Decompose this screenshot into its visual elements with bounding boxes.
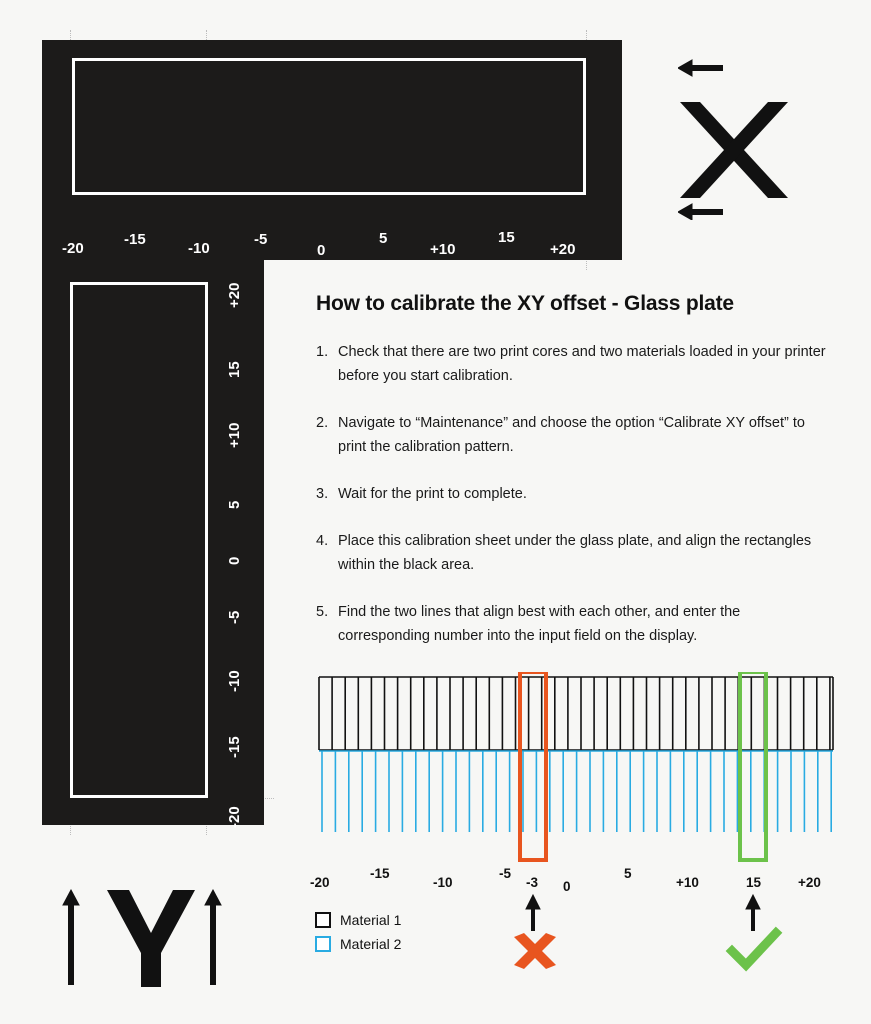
cross-icon-bad <box>514 933 556 969</box>
comb-tick: -10 <box>433 875 453 890</box>
x-tick: 15 <box>498 229 515 246</box>
step-text: Navigate to “Maintenance” and choose the option “Calibrate XY offset” to print the calibration pattern. <box>338 415 805 455</box>
legend-label: Material 2 <box>340 936 402 952</box>
comb-tick: +10 <box>676 875 699 890</box>
alignment-rectangle-horizontal <box>72 58 586 195</box>
x-axis-marker <box>678 50 808 220</box>
step-number: 4. <box>316 533 329 549</box>
x-tick: -15 <box>124 231 146 248</box>
step-text: Check that there are two print cores and two materials loaded in your printer before you start calibration. <box>338 344 826 384</box>
list-item <box>316 340 836 388</box>
comb-tick: -5 <box>499 866 512 881</box>
x-tick: 5 <box>379 230 388 247</box>
x-tick: -10 <box>188 240 210 257</box>
comb-tick: 5 <box>624 866 632 881</box>
y-tick: 5 <box>226 500 243 509</box>
step-text: Find the two lines that align best with each other, and enter the corresponding number into the input field on the display. <box>338 604 741 644</box>
y-tick: 15 <box>226 361 243 378</box>
step-number: 3. <box>316 486 329 502</box>
arrow-left-icon <box>678 204 723 220</box>
x-axis-scale <box>42 225 622 260</box>
y-tick: -20 <box>226 806 243 828</box>
x-tick: +20 <box>550 241 576 258</box>
arrow-up-icon-good <box>746 895 760 931</box>
y-tick: -15 <box>226 736 243 758</box>
good-highlight-box <box>740 672 766 860</box>
y-tick: -5 <box>226 610 243 624</box>
material-2-comb <box>319 751 833 832</box>
y-tick: 0 <box>226 556 243 565</box>
comb-tick: -15 <box>370 866 390 881</box>
verdict-markers <box>316 893 836 973</box>
comb-tick: 0 <box>563 879 571 894</box>
step-text: Wait for the print to complete. <box>338 486 527 502</box>
x-tick: -5 <box>254 231 268 248</box>
material-1-comb <box>319 677 833 750</box>
x-glyph-icon <box>680 102 788 198</box>
x-tick: 0 <box>317 242 326 259</box>
x-tick: -20 <box>62 240 84 257</box>
y-axis-scale <box>226 260 266 828</box>
page-title: How to calibrate the XY offset - Glass plate <box>316 292 734 315</box>
comb-tick: -20 <box>310 875 330 890</box>
y-axis-marker <box>45 885 245 990</box>
arrow-up-icon <box>63 890 79 985</box>
y-tick: +20 <box>226 282 243 308</box>
step-number: 2. <box>316 415 329 431</box>
step-number: 1. <box>316 344 329 360</box>
step-number: 5. <box>316 604 329 620</box>
list-item <box>316 600 836 648</box>
legend-label: Material 1 <box>340 912 402 928</box>
comb-axis-labels <box>300 862 845 892</box>
list-item <box>316 482 836 506</box>
arrow-left-icon <box>678 60 723 76</box>
arrow-up-icon-bad <box>526 895 540 931</box>
list-item <box>316 529 836 577</box>
y-glyph-icon <box>107 890 195 987</box>
y-tick: +10 <box>226 422 243 448</box>
instruction-list <box>316 340 836 671</box>
check-icon-good <box>732 933 776 965</box>
x-tick: +10 <box>430 241 456 258</box>
calibration-comb-diagram <box>316 672 836 862</box>
step-text: Place this calibration sheet under the glass plate, and align the rectangles within the black area. <box>338 533 812 573</box>
list-item <box>316 411 836 459</box>
alignment-rectangle-vertical <box>70 282 208 798</box>
comb-tick-highlight-good: 15 <box>746 875 762 890</box>
comb-tick: +20 <box>798 875 821 890</box>
y-tick: -10 <box>226 670 243 692</box>
comb-tick-highlight-bad: -3 <box>526 875 539 890</box>
arrow-up-icon <box>205 890 221 985</box>
